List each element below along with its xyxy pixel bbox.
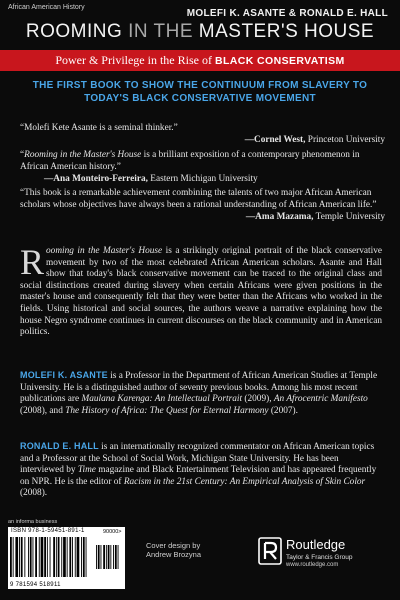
barcode-digits: 9 781594 518911 [10, 582, 61, 588]
barcode-bar [33, 537, 34, 577]
barcode-bar [44, 537, 46, 577]
bio-asante-text-2: (2009), [242, 394, 274, 405]
barcode-bar [47, 537, 48, 577]
bio-hall-text-2: magazine and Black Entertainment Television and has appeared frequently on NPR. He is the editor of [20, 465, 377, 487]
price-barcode-bar [96, 545, 97, 569]
barcode-bar [24, 537, 25, 577]
publisher-name: Routledge [286, 537, 346, 552]
quote-2-affiliation: Eastern Michigan University [147, 174, 258, 184]
price-barcode-bar [106, 545, 107, 569]
bio-hall [20, 441, 382, 500]
price-barcode-bar [103, 545, 105, 569]
quote-1-text: “Molefi Kete Asante is a seminal thinker.” [20, 123, 178, 133]
description-title: ooming in the Master's House [46, 246, 163, 256]
bio-hall-text-3: (2008). [20, 488, 48, 499]
barcode-bar [63, 537, 66, 577]
barcode-bar [58, 537, 60, 577]
cover-credit-line-1: Cover design by [146, 541, 201, 550]
quote-2-attribution [20, 173, 385, 185]
bio-hall-name: RONALD E. HALL [20, 441, 99, 451]
barcode-bar [21, 537, 23, 577]
price-barcode-bar [115, 545, 117, 569]
bio-hall-title-2: Racism in the 21st Century: An Empirical Analysis of Skin Color [123, 476, 366, 487]
barcode-bar [15, 537, 18, 577]
subtitle-caps: BLACK CONSERVATISM [214, 55, 345, 67]
barcode-bar [67, 537, 68, 577]
barcode-bar [72, 537, 73, 577]
quote-3-author: —Ama Mazama, [245, 212, 314, 222]
book-title [6, 21, 394, 43]
bio-asante-text-4: (2007). [268, 405, 298, 416]
subtitle-lead: Power & Privilege in the Rise of [55, 53, 215, 67]
quote-3-affiliation: Temple University [313, 212, 385, 222]
quote-2-rest: is a brilliant exposition of a contemporary phenomenon in African American history.” [20, 150, 360, 172]
barcode-bar [10, 537, 12, 577]
bio-hall-title-1: Time [77, 465, 96, 476]
price-barcode-bar [98, 545, 100, 569]
title-part-2: IN THE [128, 21, 193, 42]
bio-asante [20, 370, 382, 417]
bio-asante-name: MOLEFI K. ASANTE [20, 370, 108, 380]
price-barcode-bar [110, 545, 111, 569]
barcode-bar [69, 537, 71, 577]
quote-2-title: Rooming in the Master's House [24, 150, 142, 160]
routledge-logo-icon [258, 537, 282, 565]
quote-2-author: —Ana Monteiro-Ferreira, [44, 174, 148, 184]
barcode-bar [75, 537, 76, 577]
barcode-bar [77, 537, 80, 577]
quote-2-text [20, 149, 385, 173]
cover-credit-line-2: Andrew Brozyna [146, 550, 202, 559]
barcode-bar [81, 537, 82, 577]
barcode-bar [53, 537, 55, 577]
series-label: African American History [8, 4, 85, 11]
price-barcode-bar [108, 545, 110, 569]
barcode-bar [35, 537, 37, 577]
cover-credit [146, 541, 201, 559]
barcode-bar [86, 537, 87, 577]
book-description [20, 242, 382, 339]
price-code-label: 90000> [103, 529, 122, 535]
bio-hall-text-1: is an internationally recognized commentator on African American topics and a Professor at the School of Social Work, Michigan State University. He has been interviewed by [20, 442, 375, 476]
quote-3-text: “This book is a remarkable achievement combining the talents of two major African American scholars whose objectives have always been a rational understanding of African American life.” [20, 188, 377, 210]
quote-1-affiliation: Princeton University [305, 135, 385, 145]
barcode-bar [13, 537, 14, 577]
barcode-bar [30, 537, 32, 577]
informa-tagline: an informa business [8, 519, 58, 525]
isbn-label: ISBN 978-1-59451-891-1 [11, 528, 85, 534]
description-text: is a strikingly original portrait of the black conservative movement by two of the most celebrated African American scholars. Asante and Hall show that today's black conservative movement can be traced to the original class and social distinctions created during slavery when certain Africans were given positions in the master's house and consequently felt that they were better than the Africans who worked in the fields. Using historical and social sources, the authors weave a narrative explaining how the house Negro syndrome continues in current discourses on the black community and in American politics. [20, 246, 382, 338]
quote-3-attribution [20, 211, 385, 223]
barcode-bar [50, 537, 51, 577]
bio-asante-title-2: An Afrocentric Manifesto [273, 394, 368, 405]
authors: MOLEFI K. ASANTE & RONALD E. HALL [186, 8, 388, 19]
barcode-bar [83, 537, 85, 577]
title-part-3: MASTER'S HOUSE [193, 21, 375, 42]
bio-asante-text-1: is a Professor in the Department of African American Studies at Temple University. He is a distinguished author of seventy previous books. Among his most recent publications are [20, 371, 378, 405]
price-barcode-bar [118, 545, 119, 569]
barcode-bar [28, 537, 29, 577]
bio-asante-title-3: The History of Africa: The Quest for Eternal Harmony [65, 405, 269, 416]
quote-3 [20, 187, 385, 223]
barcode-bar [61, 537, 62, 577]
quote-2-open: “ [20, 150, 25, 160]
book-subtitle [0, 53, 400, 68]
barcode [10, 537, 123, 581]
barcode-bar [41, 537, 44, 577]
quote-2 [20, 149, 385, 185]
publisher-group: Taylor & Francis Group [286, 554, 353, 561]
price-barcode-bar [113, 545, 114, 569]
quote-1-attribution [20, 134, 385, 146]
barcode-bar [56, 537, 57, 577]
title-part-1: ROOMING [25, 21, 129, 42]
barcode-bar [39, 537, 40, 577]
publisher-url: www.routledge.com [286, 562, 339, 568]
bio-asante-title-1: Maulana Karenga: An Intellectual Portrait [81, 394, 243, 405]
quote-1-author: —Cornel West, [244, 135, 306, 145]
quote-1 [20, 122, 385, 146]
headline: THE FIRST BOOK TO SHOW THE CONTINUUM FROM SLAVERY TO TODAY'S BLACK CONSERVATIVE MOVEMENT [32, 80, 368, 104]
drop-cap: R [20, 242, 45, 282]
barcode-bar [19, 537, 20, 577]
price-barcode-bar [101, 545, 102, 569]
bio-asante-text-3: (2008), and [20, 405, 66, 416]
